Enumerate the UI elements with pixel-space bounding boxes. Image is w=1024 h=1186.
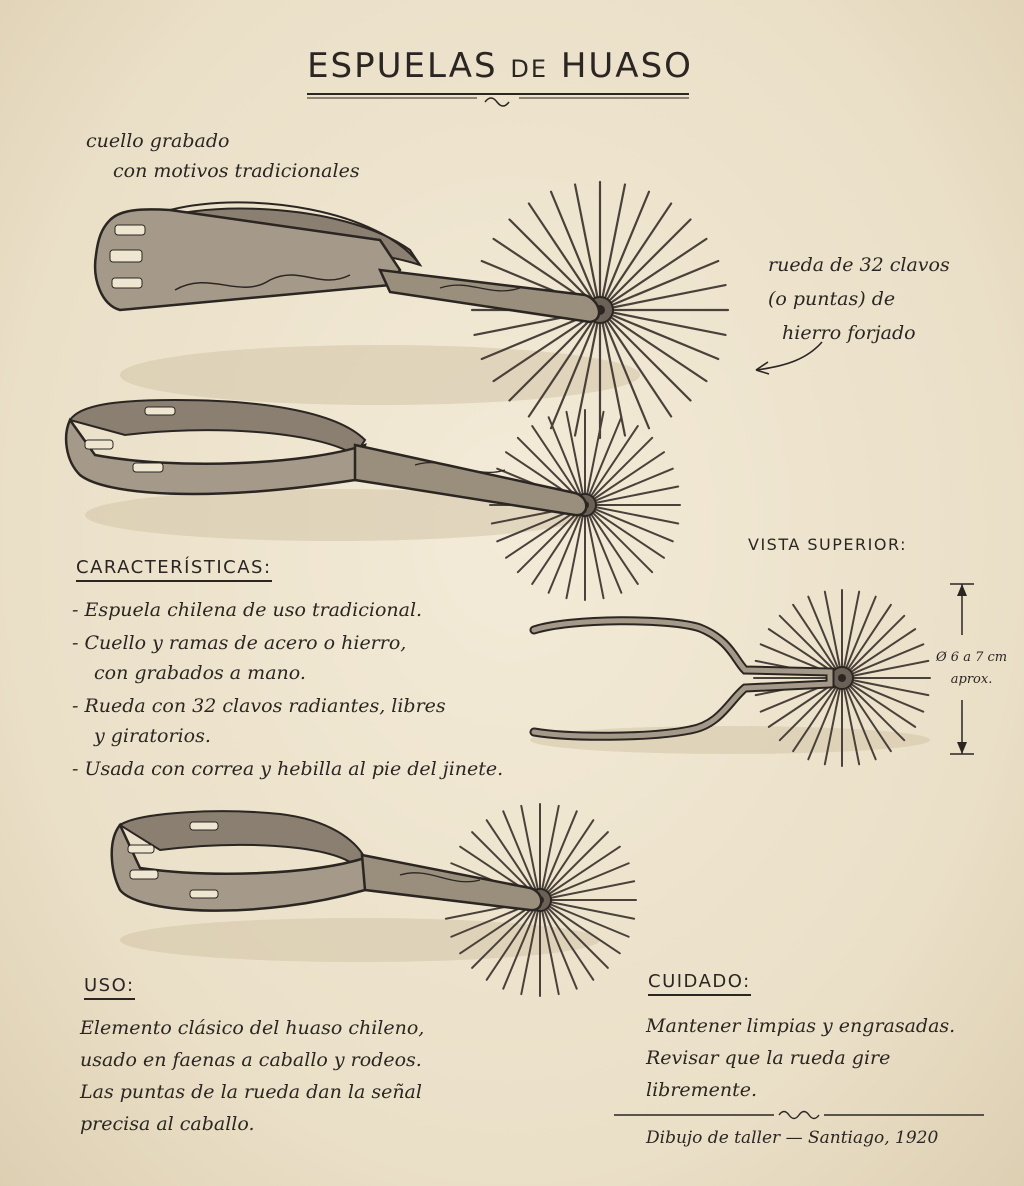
dimension-label bbox=[936, 647, 1007, 691]
care-text bbox=[646, 1010, 1006, 1106]
wheel-annotation-line: (o puntas) de bbox=[768, 288, 896, 310]
spur-top-view bbox=[530, 580, 990, 770]
wheel-spike bbox=[585, 438, 652, 505]
list-item bbox=[72, 628, 552, 688]
usage-line: Las puntas de la rueda dan la señal bbox=[80, 1081, 422, 1103]
list-item bbox=[72, 754, 552, 784]
wheel-annotation-line: hierro forjado bbox=[782, 322, 916, 344]
care-line: libremente. bbox=[646, 1079, 758, 1101]
wheel-spike bbox=[842, 616, 904, 678]
usage-heading: USO: bbox=[84, 975, 135, 1000]
wheel-annotation-line: rueda de 32 clavos bbox=[768, 254, 950, 276]
wheel-annotation bbox=[768, 248, 950, 350]
list-item-line: - Rueda con 32 clavos radiantes, libres bbox=[72, 695, 446, 717]
list-item-line: - Espuela chilena de uso tradicional. bbox=[72, 599, 423, 621]
list-item-line: - Cuello y ramas de acero o hierro, bbox=[72, 632, 407, 654]
spur-wheel bbox=[754, 590, 930, 766]
list-item bbox=[72, 691, 552, 751]
title-connector: DE bbox=[510, 55, 549, 83]
top-view-label: VISTA SUPERIOR: bbox=[748, 535, 907, 554]
list-item bbox=[72, 595, 552, 625]
usage-line: usado en faenas a caballo y rodeos. bbox=[80, 1049, 422, 1071]
dimension-value: Ø 6 a 7 cm bbox=[936, 650, 1008, 665]
footer-caption: Dibujo de taller — Santiago, 1920 bbox=[646, 1128, 939, 1148]
page-title bbox=[0, 46, 1000, 86]
title-ornament bbox=[307, 92, 689, 112]
features-heading: CARACTERÍSTICAS: bbox=[76, 557, 272, 582]
title-word-2: HUASO bbox=[560, 46, 693, 86]
dimension-note: aprox. bbox=[950, 672, 993, 687]
list-item-line: - Usada con correa y hebilla al pie del jinete. bbox=[72, 758, 504, 780]
usage-line: Elemento clásico del huaso chileno, bbox=[80, 1017, 425, 1039]
neck-annotation-line: cuello grabado bbox=[86, 130, 230, 152]
list-item-line: y giratorios. bbox=[94, 725, 211, 747]
care-heading: CUIDADO: bbox=[648, 971, 751, 996]
spur-illustration-3 bbox=[100, 800, 660, 1000]
care-line: Mantener limpias y engrasadas. bbox=[646, 1015, 956, 1037]
neck-annotation-line: con motivos tradicionales bbox=[113, 160, 360, 182]
usage-text bbox=[80, 1012, 550, 1140]
title-word-1: ESPUELAS bbox=[307, 46, 498, 86]
features-list bbox=[72, 595, 552, 787]
annotation-arrow bbox=[748, 338, 828, 378]
wheel-spike bbox=[585, 505, 652, 572]
care-line: Revisar que la rueda gire bbox=[646, 1047, 891, 1069]
list-item-line: con grabados a mano. bbox=[94, 662, 306, 684]
footer-ornament bbox=[614, 1108, 984, 1122]
wheel-spike bbox=[540, 832, 608, 900]
usage-line: precisa al caballo. bbox=[80, 1113, 255, 1135]
wheel-spike bbox=[600, 219, 691, 310]
